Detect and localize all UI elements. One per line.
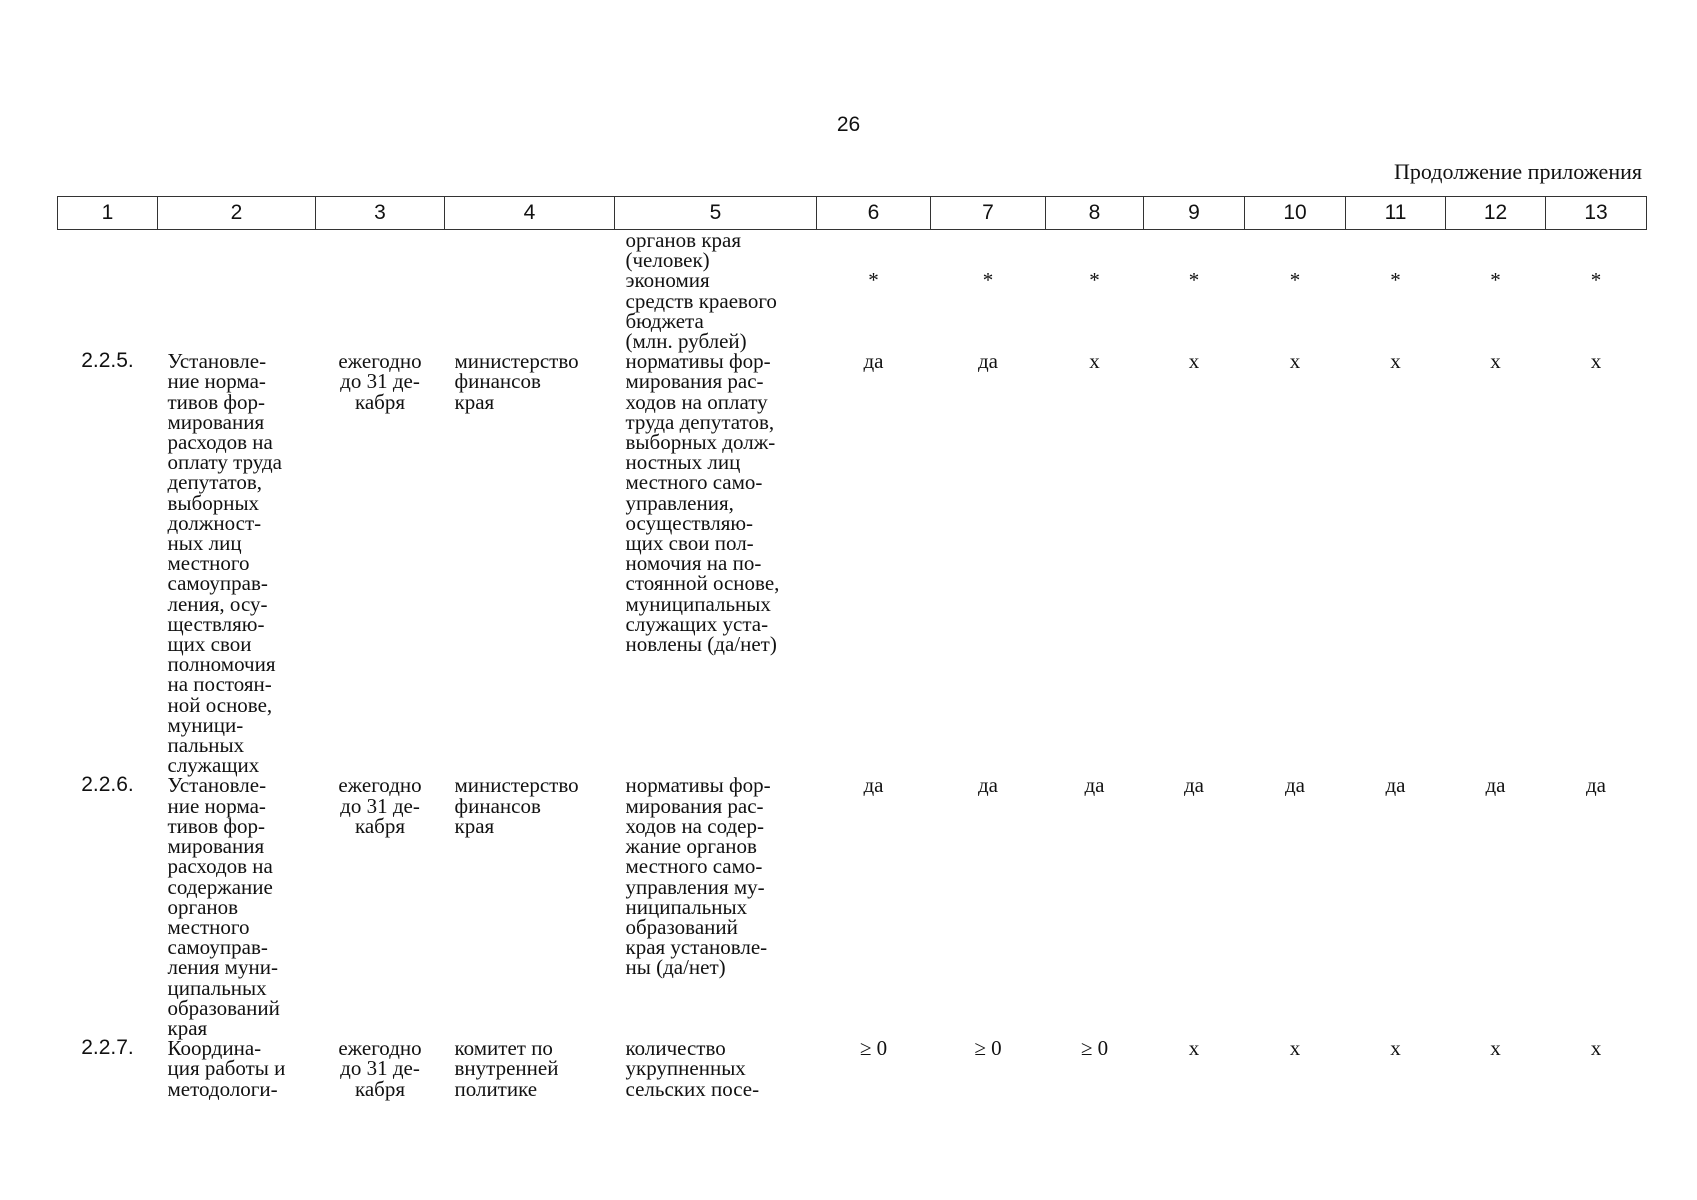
value-cell: * bbox=[1188, 268, 1200, 293]
page-number: 26 bbox=[836, 113, 861, 136]
text-line: кабря bbox=[354, 389, 406, 414]
text-line: местного само- bbox=[625, 854, 763, 879]
text-line: номочия на по- bbox=[625, 551, 762, 576]
text-line: бюджета bbox=[625, 308, 704, 333]
text-line: края установле- bbox=[625, 935, 768, 960]
text-line: стоянной основе, bbox=[625, 571, 780, 596]
column-header: 5 bbox=[615, 197, 817, 230]
text-line: органов края bbox=[625, 228, 742, 252]
text-line: края bbox=[167, 1015, 208, 1040]
text-line: Установле- bbox=[167, 773, 267, 798]
value-cell: да bbox=[1485, 773, 1506, 798]
text-line: местного само- bbox=[625, 470, 763, 495]
column-header: 11 bbox=[1346, 197, 1446, 230]
text-line: нормативы фор- bbox=[625, 773, 771, 798]
text-line: края bbox=[454, 389, 495, 414]
text-line: местного bbox=[167, 551, 250, 576]
measure-name-cell bbox=[158, 775, 316, 1038]
text-line: управления му- bbox=[625, 874, 765, 899]
text-line: муници- bbox=[167, 712, 244, 737]
value-cell: да bbox=[863, 773, 884, 798]
text-line: нормативы фор- bbox=[625, 349, 771, 374]
text-line: финансов bbox=[454, 369, 541, 394]
value-cell: * bbox=[868, 268, 879, 293]
text-line: тивов фор- bbox=[167, 389, 265, 414]
column-header: 2 bbox=[158, 197, 316, 230]
text-line: мирования рас- bbox=[625, 369, 764, 394]
indicator-cell bbox=[615, 775, 817, 1038]
value-cell: * bbox=[1289, 268, 1301, 293]
value-cell: х bbox=[1089, 349, 1100, 374]
text-line: мирования bbox=[167, 834, 265, 859]
value-cell: да bbox=[1084, 773, 1105, 798]
text-line: содержание bbox=[167, 874, 273, 899]
text-line: управления, bbox=[625, 490, 734, 515]
value-cell: да bbox=[1585, 773, 1606, 798]
appendix-continuation-note: Продолжение приложения bbox=[1394, 159, 1642, 184]
text-line: самоуправ- bbox=[167, 571, 268, 596]
column-header: 4 bbox=[445, 197, 615, 230]
value-cell: да bbox=[1183, 773, 1204, 798]
deadline-cell bbox=[316, 351, 445, 775]
deadline-cell bbox=[316, 1038, 445, 1099]
text-line: ежегодно bbox=[338, 773, 422, 798]
text-line: щих свои пол- bbox=[625, 531, 754, 556]
text-line: ны (да/нет) bbox=[625, 955, 726, 980]
text-line: комитет по bbox=[454, 1036, 553, 1061]
value-cell: ≥ 0 bbox=[974, 1036, 1002, 1061]
text-line: осуществляю- bbox=[625, 510, 754, 535]
value-cell: * bbox=[1490, 268, 1501, 293]
text-line: ностных лиц bbox=[625, 450, 741, 475]
text-line: оплату труда bbox=[167, 450, 282, 475]
text-line: пальных bbox=[167, 733, 245, 758]
text-line: кабря bbox=[354, 1076, 406, 1101]
text-line: Координа- bbox=[167, 1036, 262, 1061]
text-line: муниципальных bbox=[625, 591, 771, 616]
text-line: средств краевого bbox=[625, 288, 777, 313]
text-line: органов bbox=[167, 894, 239, 919]
text-line: самоуправ- bbox=[167, 935, 268, 960]
column-header: 12 bbox=[1446, 197, 1546, 230]
value-cell: * bbox=[1590, 268, 1602, 293]
text-line: кабря bbox=[354, 813, 406, 838]
text-line: ных лиц bbox=[167, 531, 242, 556]
value-cell: * bbox=[1390, 268, 1401, 293]
table-row bbox=[58, 1038, 1647, 1099]
text-line: сельских посе- bbox=[625, 1076, 760, 1101]
value-cell: х bbox=[1590, 1036, 1602, 1061]
column-header: 8 bbox=[1046, 197, 1144, 230]
text-line: министерство bbox=[454, 773, 579, 798]
column-header: 9 bbox=[1144, 197, 1245, 230]
indicator-cell bbox=[615, 268, 817, 354]
text-line: ления муни- bbox=[167, 955, 278, 980]
value-cell: да bbox=[863, 349, 884, 374]
measure-name-cell bbox=[158, 349, 316, 778]
text-line: образований bbox=[167, 995, 280, 1020]
text-line: труда депутатов, bbox=[625, 409, 775, 434]
text-line: Установле- bbox=[167, 349, 267, 374]
text-line: тивов фор- bbox=[167, 813, 265, 838]
continuation-row bbox=[58, 270, 1647, 351]
value-cell: х bbox=[1490, 349, 1501, 374]
text-line: количество bbox=[625, 1036, 726, 1061]
text-line: финансов bbox=[454, 793, 541, 818]
measure-name-cell bbox=[158, 1038, 316, 1099]
indicator-cell bbox=[615, 351, 817, 775]
text-line: министерство bbox=[454, 349, 579, 374]
appendix-table bbox=[57, 196, 1647, 1099]
value-cell: * bbox=[982, 268, 994, 293]
column-header: 7 bbox=[931, 197, 1046, 230]
value-cell: х bbox=[1188, 1036, 1200, 1061]
value-cell: х bbox=[1490, 1036, 1501, 1061]
text-line: политике bbox=[454, 1076, 538, 1101]
column-header: 13 bbox=[1546, 197, 1647, 230]
text-line: на постоян- bbox=[167, 672, 272, 697]
text-line: жание органов bbox=[625, 834, 757, 859]
text-line: ления, осу- bbox=[167, 591, 268, 616]
text-line: ниципальных bbox=[625, 894, 748, 919]
text-line: расходов на bbox=[167, 430, 273, 455]
text-line: депутатов, bbox=[167, 470, 263, 495]
value-cell: х bbox=[1390, 349, 1401, 374]
text-line: новлены (да/нет) bbox=[625, 632, 777, 657]
text-line: выборных долж- bbox=[625, 430, 776, 455]
indicator-cell bbox=[615, 1038, 817, 1099]
text-line: выборных bbox=[167, 490, 260, 515]
text-line: ция работы и bbox=[167, 1056, 286, 1081]
text-line: расходов на bbox=[167, 854, 273, 879]
text-line: до 31 де- bbox=[340, 1056, 420, 1081]
text-line: ществляю- bbox=[167, 611, 265, 636]
value-cell: х bbox=[1590, 349, 1602, 374]
table-row bbox=[58, 351, 1647, 775]
value-cell: ≥ 0 bbox=[1080, 1036, 1109, 1061]
text-line: (человек) bbox=[625, 248, 710, 273]
text-line: ежегодно bbox=[338, 1036, 422, 1061]
value-cell: х bbox=[1188, 349, 1200, 374]
executor-cell bbox=[445, 775, 615, 1038]
value-cell: да bbox=[977, 773, 998, 798]
text-line: ходов на содер- bbox=[625, 813, 764, 838]
value-cell: * bbox=[1089, 268, 1100, 293]
indicator-cell bbox=[615, 230, 817, 271]
value-cell: х bbox=[1390, 1036, 1401, 1061]
text-line: местного bbox=[167, 914, 250, 939]
text-line: ние норма- bbox=[167, 793, 266, 818]
text-line: внутренней bbox=[454, 1056, 559, 1081]
text-line: полномочия bbox=[167, 652, 276, 677]
text-line: ципальных bbox=[167, 975, 267, 1000]
table-row bbox=[58, 775, 1647, 1038]
text-line: мирования bbox=[167, 409, 265, 434]
text-line: служащих bbox=[167, 753, 260, 778]
text-line: (млн. рублей) bbox=[625, 329, 747, 354]
column-header: 3 bbox=[316, 197, 445, 230]
executor-cell bbox=[445, 1038, 615, 1099]
text-line: должност- bbox=[167, 510, 262, 535]
value-cell: ≥ 0 bbox=[859, 1036, 888, 1061]
text-line: служащих уста- bbox=[625, 611, 769, 636]
executor-cell bbox=[445, 351, 615, 775]
text-line: края bbox=[454, 813, 495, 838]
column-header: 10 bbox=[1245, 197, 1346, 230]
text-line: до 31 де- bbox=[340, 793, 420, 818]
text-line: ние норма- bbox=[167, 369, 266, 394]
column-header: 1 bbox=[58, 197, 158, 230]
text-line: укрупненных bbox=[625, 1056, 746, 1081]
text-line: ходов на оплату bbox=[625, 389, 768, 414]
text-line: мирования рас- bbox=[625, 793, 764, 818]
table-body bbox=[58, 351, 1647, 1099]
column-header: 6 bbox=[817, 197, 931, 230]
item-number-cell: 2.2.7. bbox=[81, 1036, 134, 1060]
value-cell: да bbox=[1385, 773, 1406, 798]
text-line: до 31 де- bbox=[340, 369, 420, 394]
value-cell: х bbox=[1289, 1036, 1301, 1061]
text-line: методологи- bbox=[167, 1076, 278, 1101]
item-number-cell: 2.2.5. bbox=[81, 349, 134, 373]
text-line: ежегодно bbox=[338, 349, 422, 374]
text-line: образований bbox=[625, 914, 738, 939]
column-number-header-row bbox=[58, 197, 1647, 230]
value-cell: х bbox=[1289, 349, 1301, 374]
text-line: щих свои bbox=[167, 632, 252, 657]
deadline-cell bbox=[316, 775, 445, 1038]
item-number-cell: 2.2.6. bbox=[81, 773, 134, 797]
value-cell: да bbox=[1284, 773, 1305, 798]
value-cell: да bbox=[977, 349, 998, 374]
text-line: ной основе, bbox=[167, 692, 273, 717]
text-line: экономия bbox=[625, 268, 710, 293]
continuation-row bbox=[58, 230, 1647, 271]
